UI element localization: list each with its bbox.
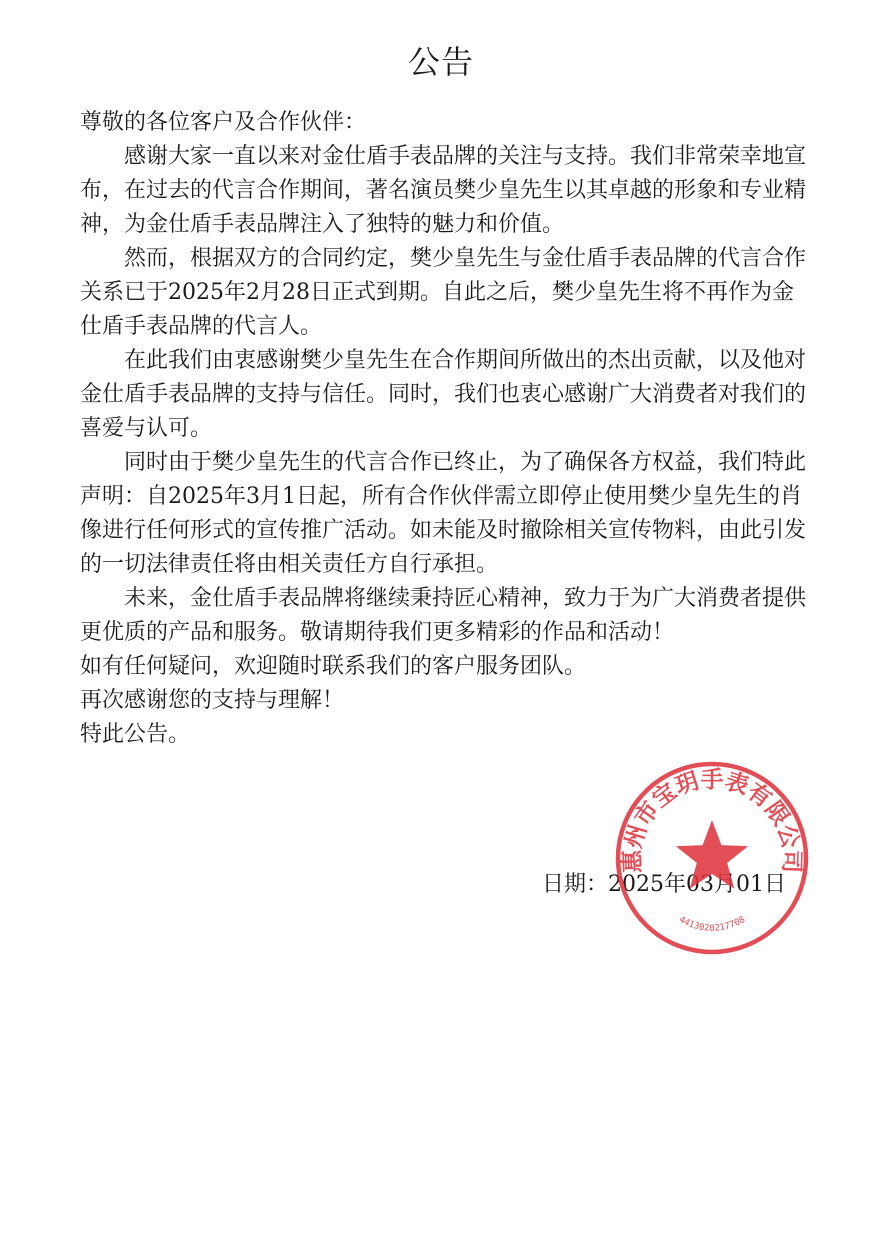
date-label: 日期： <box>542 872 609 897</box>
paragraph-5: 未来，金仕盾手表品牌将继续秉持匠心精神，致力于为广大消费者提供更优质的产品和服务。敬请期待我们更多精彩的作品和活动！ <box>80 586 807 645</box>
paragraph-2: 然而，根据双方的合同约定，樊少皇先生与金仕盾手表品牌的代言合作关系已于2025年2月28日正式到期。自此之后，樊少皇先生将不再作为金仕盾手表品牌的代言人。 <box>80 246 807 339</box>
star-icon <box>676 820 748 889</box>
closing-line-thanks: 再次感谢您的支持与理解！ <box>80 688 345 713</box>
greeting: 尊敬的各位客户及合作伙伴： <box>80 110 367 135</box>
seal-code: 4413020217708 <box>676 914 748 934</box>
company-seal <box>612 758 812 958</box>
page-title: 公告 <box>407 43 474 81</box>
closing-line-contact: 如有任何疑问，欢迎随时联系我们的客户服务团队。 <box>80 654 587 679</box>
paragraph-3: 在此我们由衷感谢樊少皇先生在合作期间所做出的杰出贡献，以及他对金仕盾手表品牌的支持与信任。同时，我们也衷心感谢广大消费者对我们的喜爱与认可。 <box>80 348 807 441</box>
paragraph-4: 同时由于樊少皇先生的代言合作已终止，为了确保各方权益，我们特此声明：自2025年3月1日起，所有合作伙伴需立即停止使用樊少皇先生的肖像进行任何形式的宣传推广活动。如未能及时撤除相关宣传物料，由此引发的一切法律责任将由相关责任方自行承担。 <box>80 450 807 577</box>
paragraph-1: 感谢大家一直以来对金仕盾手表品牌的关注与支持。我们非常荣幸地宣布，在过去的代言合作期间，著名演员樊少皇先生以其卓越的形象和专业精神，为金仕盾手表品牌注入了独特的魅力和价值。 <box>80 144 807 237</box>
date-value: 2025年03月01日 <box>608 872 786 897</box>
announcement-body <box>80 106 810 752</box>
seal-graphic <box>612 758 812 958</box>
closing-line-notice: 特此公告。 <box>80 722 191 747</box>
seal-company-name: 惠州市宝玥手表有限公司 <box>618 766 806 874</box>
